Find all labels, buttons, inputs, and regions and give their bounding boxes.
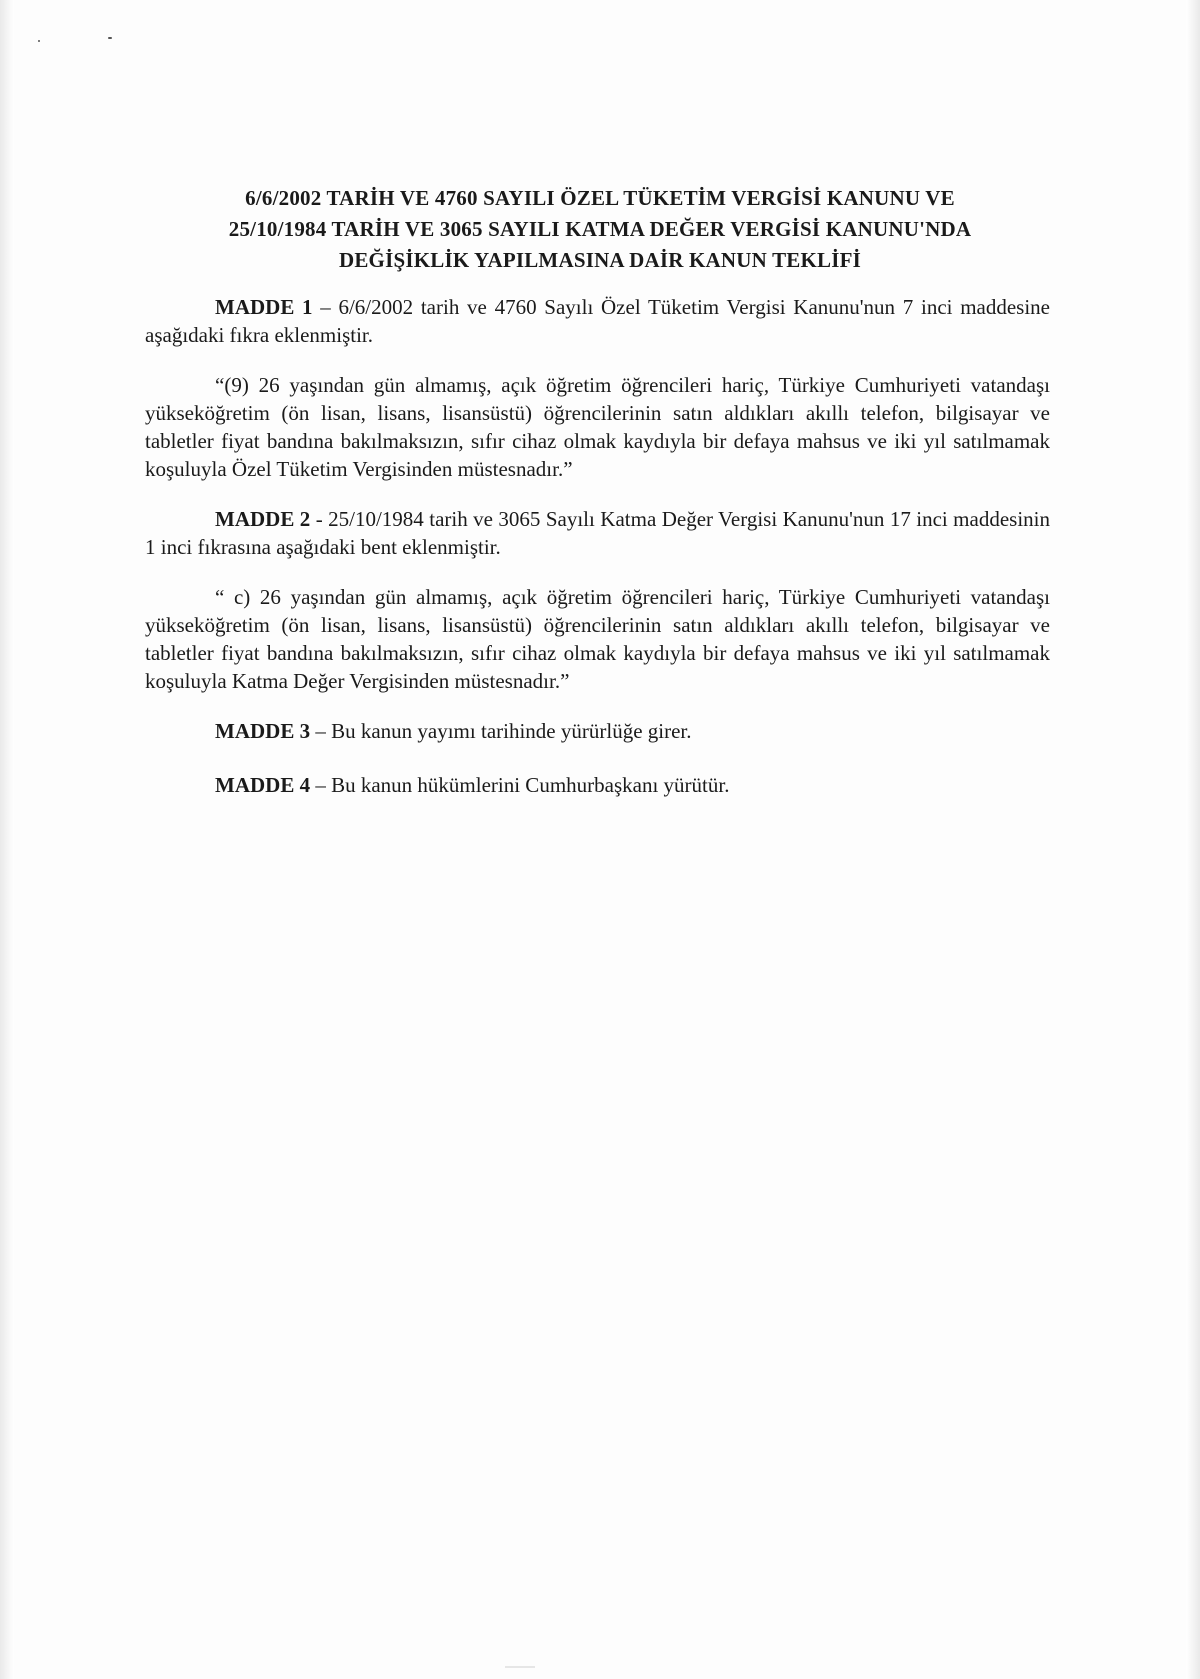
article-2-quote: “ c) 26 yaşından gün almamış, açık öğretim öğrencileri hariç, Türkiye Cumhuriyeti vatandaşı yükseköğretim (ön lisan, lisans, lisansüstü) öğrencilerinin satın aldıkları akıllı telefon, bilgisayar ve tabletler fiyat bandına bakılmaksızın, sıfır cihaz olmak kaydıyla bir defaya mahsus ve iki yıl satılmamak koşuluyla Katma Değer Vergisinden müstesnadır.” (145, 585, 1050, 693)
article-2 (145, 505, 1050, 561)
article-4-text: – Bu kanun hükümlerini Cumhurbaşkanı yürütür. (310, 773, 730, 797)
article-1-text: – 6/6/2002 tarih ve 4760 Sayılı Özel Tüketim Vergisi Kanunu'nun 7 inci maddesine aşağıdaki fıkra eklenmiştir. (145, 295, 1050, 347)
article-1-label: MADDE 1 (215, 295, 313, 319)
article-3 (145, 717, 1050, 745)
article-4 (145, 771, 1050, 799)
title-line-3: DEĞİŞİKLİK YAPILMASINA DAİR KANUN TEKLİFİ (338, 248, 862, 272)
article-1-quote: “(9) 26 yaşından gün almamış, açık öğretim öğrencileri hariç, Türkiye Cumhuriyeti vatandaşı yükseköğretim (ön lisan, lisans, lisansüstü) öğrencilerinin satın aldıkları akıllı telefon, bilgisayar ve tabletler fiyat bandına bakılmaksızın, sıfır cihaz olmak kaydıyla bir defaya mahsus ve iki yıl satılmamak koşuluyla Özel Tüketim Vergisinden müstesnadır.” (145, 373, 1050, 481)
scan-speck (38, 40, 40, 42)
article-4-label: MADDE 4 (215, 773, 311, 797)
scan-footer-mark (505, 1666, 535, 1668)
article-3-label: MADDE 3 (215, 719, 311, 743)
scan-shadow-left (0, 0, 14, 1679)
article-3-text: – Bu kanun yayımı tarihinde yürürlüğe girer. (310, 719, 692, 743)
article-2-text: - 25/10/1984 tarih ve 3065 Sayılı Katma Değer Vergisi Kanunu'nun 17 inci maddesinin 1 inci fıkrasına aşağıdaki bent eklenmiştir. (145, 507, 1050, 559)
article-1 (145, 293, 1050, 349)
title-line-2: 25/10/1984 TARİH VE 3065 SAYILI KATMA DEĞER VERGİSİ KANUNU'NDA (228, 217, 972, 241)
document-body (145, 293, 1050, 825)
scan-speck (108, 37, 112, 39)
document-title (160, 183, 1040, 276)
title-line-1: 6/6/2002 TARİH VE 4760 SAYILI ÖZEL TÜKETİM VERGİSİ KANUNU VE (245, 186, 955, 210)
article-2-label: MADDE 2 (215, 507, 311, 531)
scan-shadow-right (1186, 0, 1200, 1679)
